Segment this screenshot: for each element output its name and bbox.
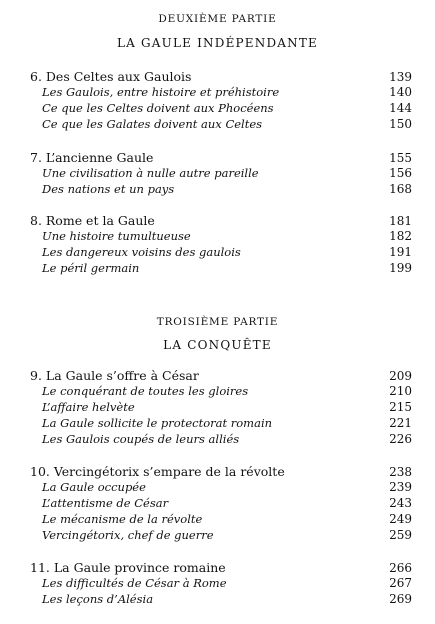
section-title: L’attentisme de César xyxy=(42,496,169,510)
section-row xyxy=(30,480,412,496)
page-number: 259 xyxy=(389,528,412,542)
chapter-row xyxy=(30,213,412,229)
page-number: 243 xyxy=(389,496,412,510)
page-number: 210 xyxy=(389,384,412,398)
part-title: LA GAULE INDÉPENDANTE xyxy=(116,36,319,50)
section-title: Le conquérant de toutes les gloires xyxy=(42,384,249,398)
part-title: LA CONQUÊTE xyxy=(163,338,272,352)
section-row xyxy=(30,117,412,133)
chapter-row xyxy=(30,560,412,576)
section-row xyxy=(30,400,412,416)
part-label: TROISIÈME PARTIE xyxy=(156,316,279,328)
page-number: 249 xyxy=(389,512,412,526)
section-title: Les difficultés de César à Rome xyxy=(42,576,227,590)
chapter-title: 8. Rome et la Gaule xyxy=(30,213,155,228)
part-label: DEUXIÈME PARTIE xyxy=(158,13,277,25)
section-title: L’affaire helvète xyxy=(42,400,135,414)
section-title: La Gaule occupée xyxy=(42,480,146,494)
page-number: 266 xyxy=(389,561,412,575)
section-row xyxy=(30,576,412,592)
section-title: Les dangereux voisins des gaulois xyxy=(42,245,241,259)
chapter-title: 11. La Gaule province romaine xyxy=(30,560,226,575)
page-number: 215 xyxy=(389,400,412,414)
section-title: Le péril germain xyxy=(42,261,140,275)
section-title: Les leçons d’Alésia xyxy=(42,592,154,606)
page-number: 168 xyxy=(389,182,412,196)
section-row xyxy=(30,182,412,198)
section-row xyxy=(30,592,412,608)
section-row xyxy=(30,166,412,182)
section-title: La Gaule sollicite le protectorat romain xyxy=(42,416,273,430)
page-number: 221 xyxy=(389,416,412,430)
page-number: 238 xyxy=(389,465,412,479)
page-number: 267 xyxy=(389,576,412,590)
section-title: Les Gaulois coupés de leurs alliés xyxy=(42,432,240,446)
chapter-title: 9. La Gaule s’offre à César xyxy=(30,368,199,383)
section-title: Les Gaulois, entre histoire et préhistoire xyxy=(42,85,280,99)
page-number: 139 xyxy=(389,70,412,84)
chapter-title: 7. L’ancienne Gaule xyxy=(30,150,154,165)
chapter-row xyxy=(30,464,412,480)
section-row xyxy=(30,432,412,448)
page-number: 144 xyxy=(389,101,412,115)
chapter-row xyxy=(30,69,412,85)
section-row xyxy=(30,384,412,400)
section-title: Ce que les Galates doivent aux Celtes xyxy=(42,117,263,131)
section-row xyxy=(30,261,412,277)
section-row xyxy=(30,101,412,117)
section-title: Le mécanisme de la révolte xyxy=(42,512,203,526)
chapter-row xyxy=(30,150,412,166)
section-row xyxy=(30,528,412,544)
section-row xyxy=(30,512,412,528)
page-number: 140 xyxy=(389,85,412,99)
chapter-row xyxy=(30,368,412,384)
page-number: 226 xyxy=(389,432,412,446)
page-number: 199 xyxy=(389,261,412,275)
page-number: 181 xyxy=(389,214,412,228)
section-title: Une histoire tumultueuse xyxy=(42,229,191,243)
section-row xyxy=(30,416,412,432)
section-row xyxy=(30,229,412,245)
page-number: 155 xyxy=(389,151,412,165)
section-row xyxy=(30,245,412,261)
page-number: 209 xyxy=(389,369,412,383)
section-title: Une civilisation à nulle autre pareille xyxy=(42,166,259,180)
page-number: 191 xyxy=(389,245,412,259)
chapter-title: 6. Des Celtes aux Gaulois xyxy=(30,69,192,84)
chapter-title: 10. Vercingétorix s’empare de la révolte xyxy=(30,464,285,479)
page-number: 269 xyxy=(389,592,412,606)
section-title: Vercingétorix, chef de guerre xyxy=(42,528,214,542)
page-number: 182 xyxy=(389,229,412,243)
section-title: Des nations et un pays xyxy=(42,182,175,196)
page-number: 239 xyxy=(389,480,412,494)
section-title: Ce que les Celtes doivent aux Phocéens xyxy=(42,101,274,115)
section-row xyxy=(30,85,412,101)
page-number: 150 xyxy=(389,117,412,131)
page-number: 156 xyxy=(389,166,412,180)
section-row xyxy=(30,496,412,512)
